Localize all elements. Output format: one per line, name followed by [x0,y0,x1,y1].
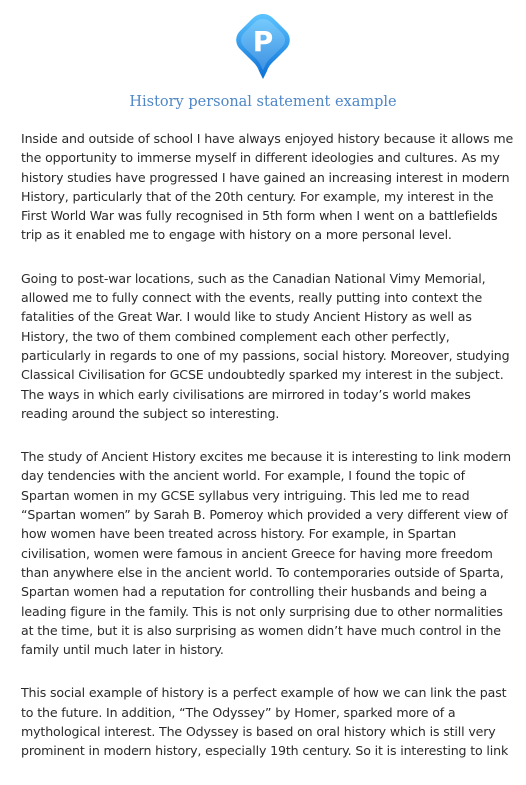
p-logo-icon [233,11,293,81]
statement-body [21,129,517,785]
svg-text:P: P [252,25,274,58]
paragraph: This social example of history is a perfect example of how we can link the past to the future. In addition, “The Odyssey” by Homer, sparked more of a mythological interest. The Odyssey is based on oral history which is still very prominent in modern history, especially 19th century. So it is interesting to link [21,685,509,759]
paragraph: Going to post-war locations, such as the Canadian National Vimy Memorial, allowed me to fully connect with the events, really putting into context the fatalities of the Great War. I would like to study Ancient History as well as History, the two of them combined complement each other perfectly, particularly in regards to one of my passions, social history. Moreover, studying Classical Civilisation for GCSE undoubtedly sparked my interest in the subject. The ways in which early civilisations are mirrored in today’s world makes reading around the subject so interesting. [21,270,510,421]
page-title: History personal statement example [129,94,397,110]
paragraph: Inside and outside of school I have always enjoyed history because it allows me the opportunity to immerse myself in different ideologies and cultures. As my history studies have progressed I have gained an increasing interest in modern History, particularly that of the 20th century. For example, my interest in the First World War was fully recognised in 5th form when I went on a battlefields trip as it enabled me to engage with history on a more personal level. [21,131,514,243]
paragraph: The study of Ancient History excites me because it is interesting to link modern day tendencies with the ancient world. For example, I found the topic of Spartan women in my GCSE syllabus very intriguing. This led me to read “Spartan women” by Sarah B. Pomeroy which provided a very different view of how women have been treated across history. For example, in Spartan civilisation, women were famous in ancient Greece for having more freedom than anywhere else in the ancient world. To contemporaries outside of Sparta, Spartan women had a reputation for controlling their husbands and being a leading figure in the family. This is not only surprising due to other normalities at the time, but it is also surprising as women didn’t have much control in the family until much later in history. [21,449,511,658]
